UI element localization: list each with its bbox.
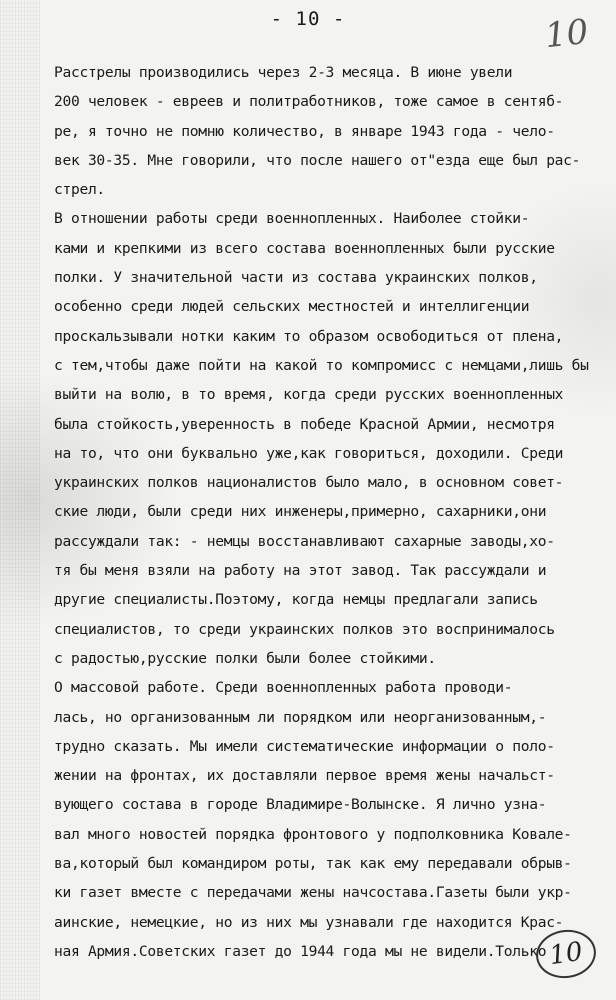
text-line: 200 человек - евреев и политработников, тоже самое в сентяб- (54, 93, 564, 111)
text-line: с радостью,русские полки были более стойкими. (54, 649, 436, 667)
text-line: лась, но организованным ли порядком или неорганизованным,- (54, 708, 547, 726)
text-line: ва,который был командиром роты, так как ему передавали обрыв- (54, 855, 572, 873)
circled-page-number: 10 (533, 926, 599, 982)
text-line: полки. У значительной части из состава украинских полков, (54, 269, 538, 287)
text-line: ками и крепкими из всего состава военнопленных были русские (54, 239, 555, 257)
text-line: другие специалисты.Поэтому, когда немцы предлагали запись (54, 591, 538, 609)
text-line: выйти на волю, в то время, когда среди русских военнопленных (54, 386, 564, 404)
text-line: век 30-35. Мне говорили, что после нашего от"езда еще был рас- (54, 151, 581, 169)
text-line: вующего состава в городе Владимире-Волынске. Я лично узна- (54, 796, 547, 814)
text-line: ная Армия.Советских газет до 1944 года мы не видели.Только (54, 942, 547, 960)
text-line: жении на фронтах, их доставляли первое время жены начальст- (54, 767, 555, 785)
text-line: трудно сказать. Мы имели систематические информации о поло- (54, 737, 555, 755)
text-line: вал много новостей порядка фронтового у подполковника Ковале- (54, 825, 572, 843)
text-line: специалистов, то среди украинских полков это воспринималось (54, 620, 555, 638)
text-line: В отношении работы среди военнопленных. Наиболее стойки- (54, 210, 530, 228)
text-line: украинских полков националистов было мало, в основном совет- (54, 474, 564, 492)
text-line: Расстрелы производились через 2-3 месяца. В июне увели (54, 64, 513, 81)
text-line: была стойкость,уверенность в победе Красной Армии, несмотря (54, 415, 555, 433)
text-line: тя бы меня взяли на работу на этот завод. Так рассуждали и (54, 562, 547, 580)
page-number: - 10 - (270, 8, 346, 30)
scan-edge-noise (0, 0, 40, 1000)
text-line: ки газет вместе с передачами жены начсостава.Газеты были укр- (54, 884, 572, 902)
text-line: ские люди, были среди них инженеры,примерно, сахарники,они (54, 503, 547, 521)
text-line: аинские, немецкие, но из них мы узнавали где находится Крас- (54, 913, 564, 931)
document-body (54, 58, 594, 966)
text-line: особенно среди людей сельских местностей и интеллигенции (54, 298, 530, 316)
text-line: О массовой работе. Среди военнопленных работа проводи- (54, 679, 513, 697)
text-line: ре, я точно не помню количество, в январе 1943 года - чело- (54, 122, 555, 140)
text-line: проскальзывали нотки каким то образом освободиться от плена, (54, 327, 564, 345)
text-line: с тем,чтобы даже пойти на какой то компромисс с немцами,лишь бы (54, 356, 589, 374)
text-line: стрел. (54, 181, 105, 199)
text-line: рассуждали так: - немцы восстанавливают сахарные заводы,хо- (54, 532, 555, 550)
text-line: на то, что они буквально уже,как говориться, доходили. Среди (54, 444, 564, 462)
handwritten-page-number: 10 (542, 11, 590, 57)
